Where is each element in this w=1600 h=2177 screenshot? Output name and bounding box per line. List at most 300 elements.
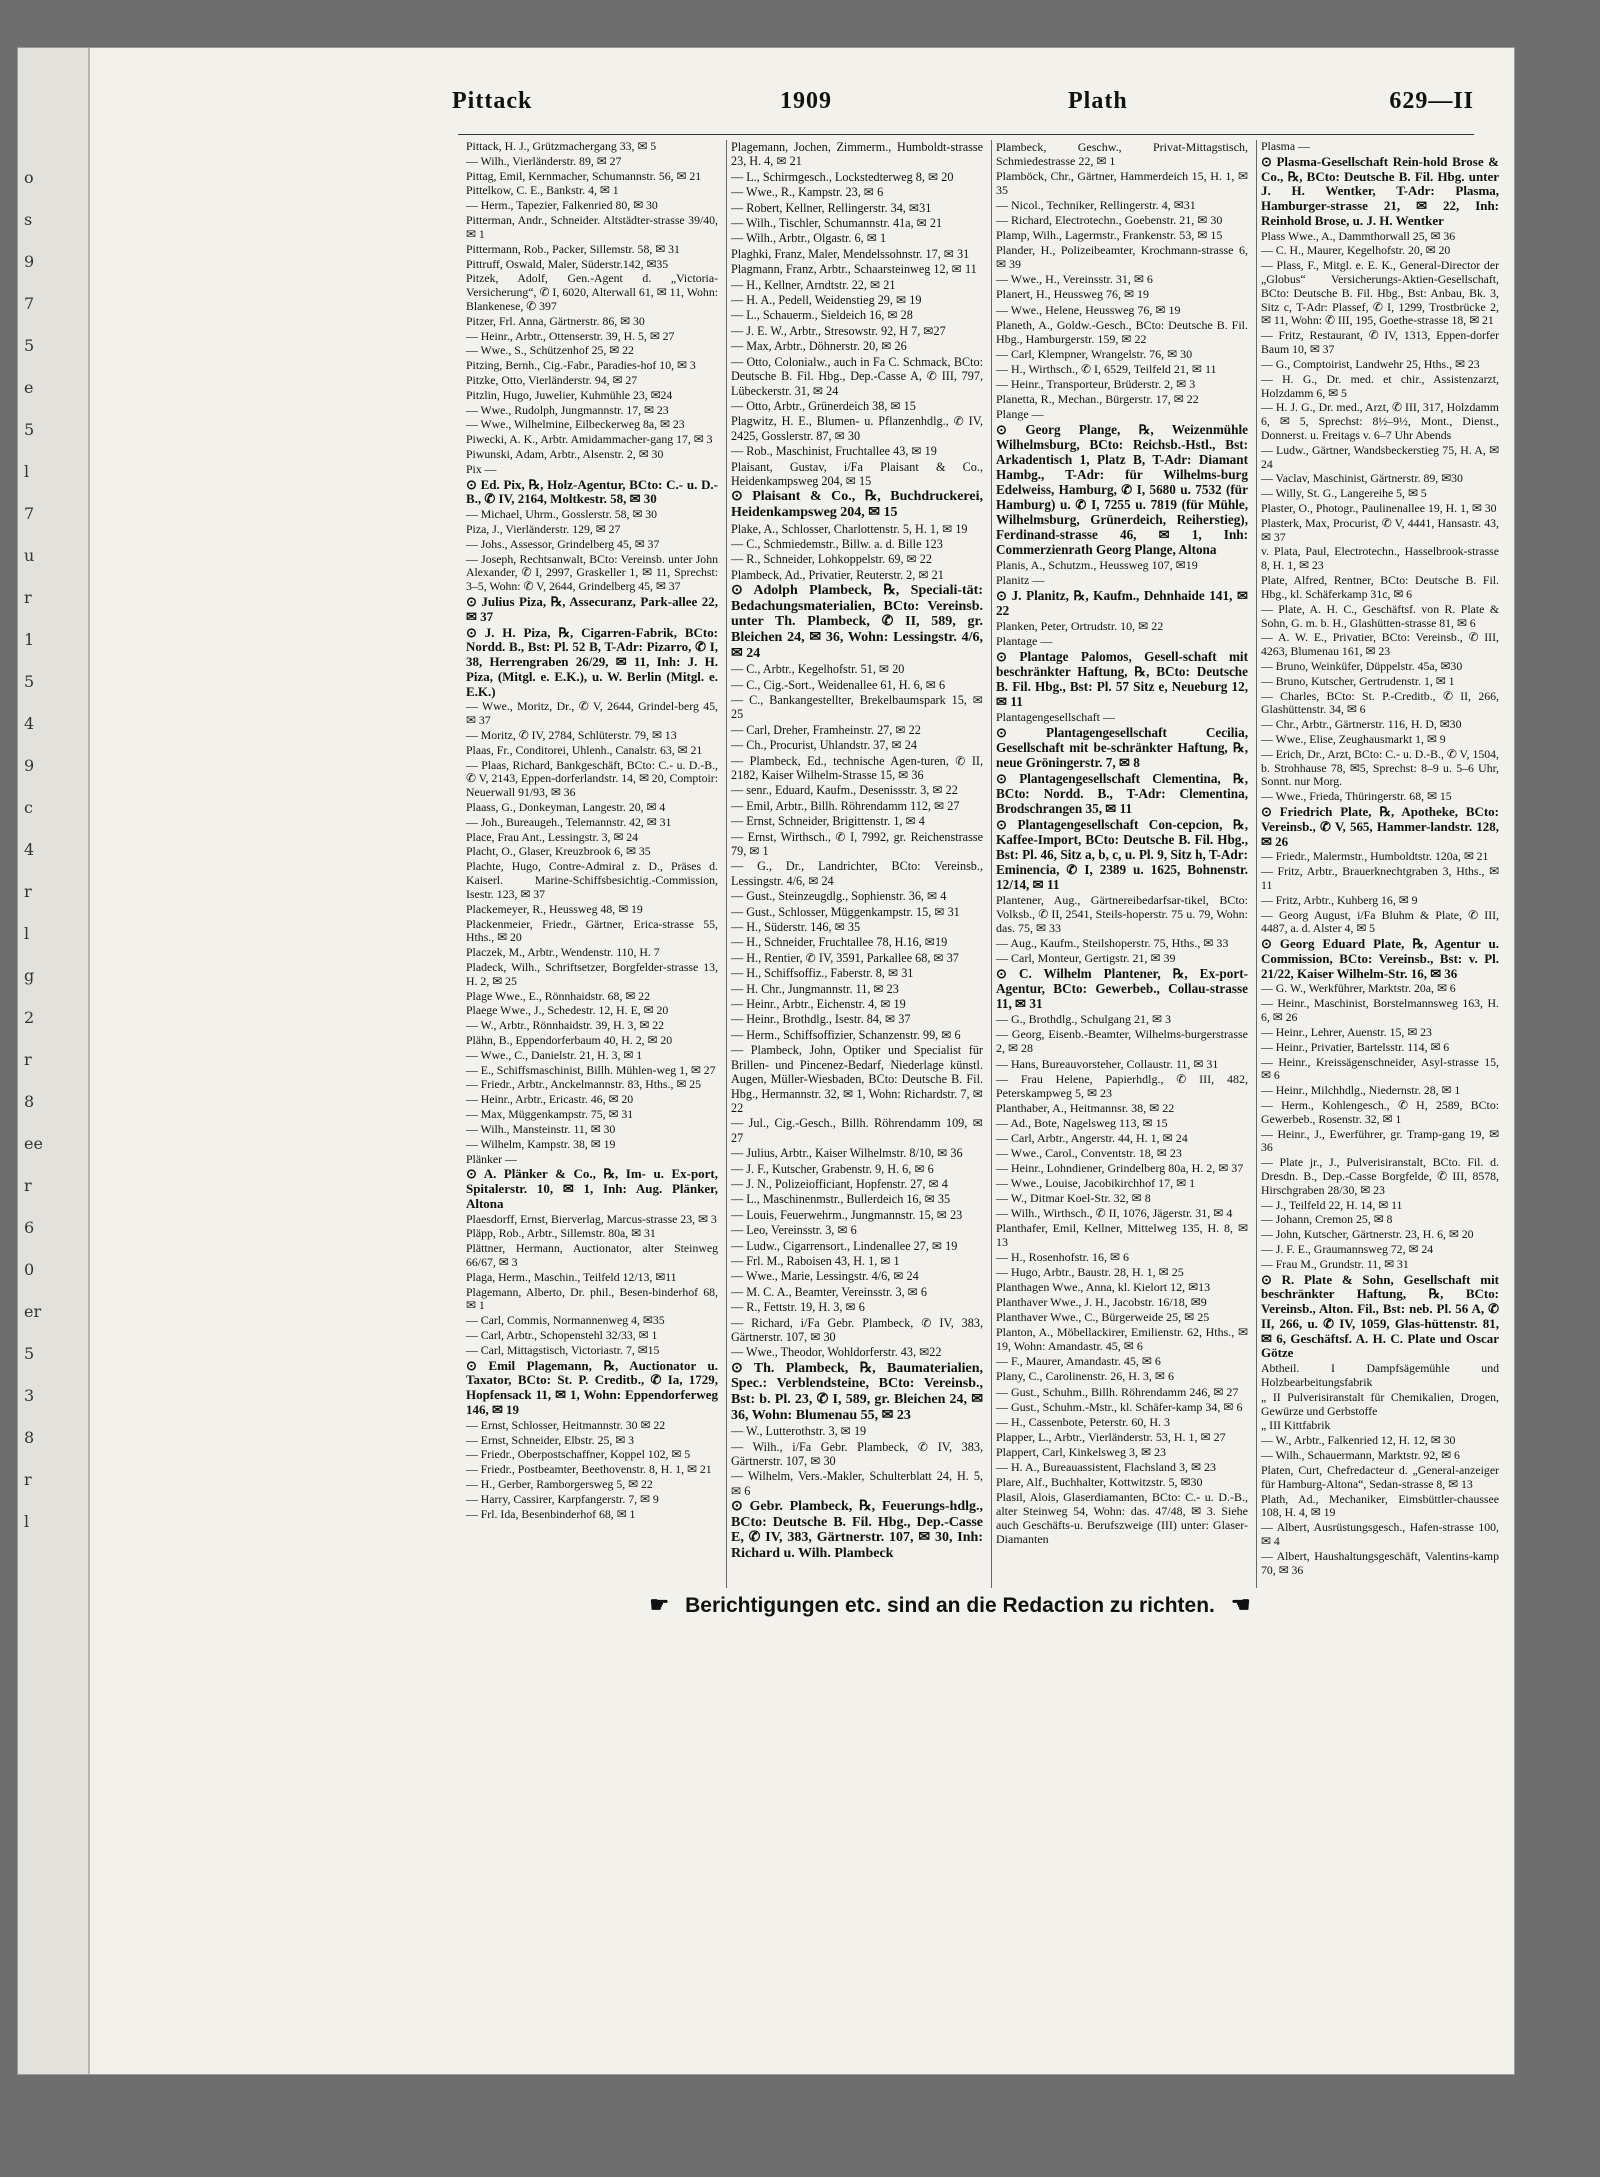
directory-entry: — Wilhelm, Vers.-Makler, Schulterblatt 24, H. 5, ✉ 6 (731, 1469, 983, 1498)
directory-page (18, 48, 1514, 2074)
directory-entry: — Friedr., Malermstr., Humboldtstr. 120a, ✉ 21 (1261, 849, 1489, 864)
gutter-fragment: s (24, 210, 33, 229)
firm-entry: ⊙ J. Planitz, ℞, Kaufm., Dehnhaide 141, ✉ 22 (996, 587, 1248, 618)
directory-entry: — H., Cassenbote, Peterstr. 60, H. 3 (996, 1414, 1170, 1429)
directory-entry: — Richard, i/Fa Gebr. Plambeck, ✆ IV, 383, Gärtnerstr. 107, ✉ 30 (731, 1315, 983, 1344)
gutter-fragment: 2 (24, 1008, 35, 1027)
directory-entry: — H. A., Bureauassistent, Flachsland 3, ✉ 23 (996, 1459, 1217, 1474)
directory-entry: — Rob., Maschinist, Fruchtallee 43, ✉ 19 (731, 444, 937, 459)
directory-entry: Plaghki, Franz, Maler, Mendelssohnstr. 17, ✉ 31 (731, 246, 970, 261)
gutter-fragment: l (24, 924, 30, 943)
directory-entry: Plaege Wwe., J., Schedestr. 12, H. E, ✉ 20 (466, 1003, 669, 1018)
directory-entry: — C., Schmiedemstr., Billw. a. d. Bille 123 (731, 536, 943, 551)
gutter-fragment: er (24, 1302, 42, 1321)
directory-entry: Pittag, Emil, Kernmacher, Schumannstr. 56, ✉ 21 (466, 168, 702, 183)
directory-entry: — Plate jr., J., Pulverisiranstalt, BCto. Fil. d. Dresdn. B., Dep.-Casse Borgfelde, ✆ III, 8578, Hirschgraben 28/30, ✉ 23 (1261, 1155, 1499, 1197)
directory-entry: Plagemann, Alberto, Dr. phil., Besen-binderhof 68, ✉ 1 (466, 1284, 718, 1313)
directory-entry: Plake, A., Schlosser, Charlottenstr. 5, H. 1, ✉ 19 (731, 521, 968, 536)
directory-entry: — H., Wirthsch., ✆ I, 6529, Teilfeld 21, ✉ 11 (996, 361, 1217, 376)
directory-entry: — Wwe., H., Vereinsstr. 31, ✉ 6 (996, 272, 1153, 287)
directory-entry: — Carl, Klempner, Wrangelstr. 76, ✉ 30 (996, 346, 1193, 361)
directory-entry: — Plambeck, Ed., technische Agen-turen, ✆ II, 2182, Kaiser Wilhelm-Strasse 15, ✉ 36 (731, 753, 983, 782)
directory-entry: Plagemann, Jochen, Zimmerm., Humboldt-strasse 23, H. 4, ✉ 21 (731, 140, 983, 169)
directory-entry: — Heinr., Lehrer, Auenstr. 15, ✉ 23 (1261, 1024, 1432, 1039)
directory-entry: — H., Rentier, ✆ IV, 3591, Parkallee 68, ✉ 37 (731, 950, 959, 965)
directory-entry: — Otto, Arbtr., Grünerdeich 38, ✉ 15 (731, 398, 916, 413)
directory-entry: Piwunski, Adam, Arbtr., Alsenstr. 2, ✉ 30 (466, 447, 664, 462)
directory-entry: — Joh., Bureaugeh., Telemannstr. 42, ✉ 31 (466, 814, 672, 829)
directory-entry: — J., Teilfeld 22, H. 14, ✉ 11 (1261, 1197, 1403, 1212)
directory-entry: — Robert, Kellner, Rellingerstr. 34, ✉31 (731, 200, 932, 215)
directory-entry: — Ernst, Schneider, Elbstr. 25, ✉ 3 (466, 1432, 634, 1447)
directory-entry: — W., Lutterothstr. 3, ✉ 19 (731, 1424, 867, 1439)
directory-entry: Planetta, R., Mechan., Bürgerstr. 17, ✉ 22 (996, 391, 1199, 406)
page-number: 629—II (1389, 88, 1474, 114)
firm-entry: ⊙ A. Plänker & Co., ℞, Im- u. Ex-port, Spitalerstr. 10, ✉ 1, Inh: Aug. Plänker, Altona (466, 1166, 718, 1211)
firm-entry: ⊙ R. Plate & Sohn, Gesellschaft mit beschränkter Haftung, ℞, BCto: Vereinsb., Alton. Fil., Bst: neb. Pl. 56 A, ✆ II, 266, u. ✆ IV, 1059, Glas-hüttenstr. 81, ✉ 6, Geschäftsf. A. H. C. Plate und Oscar Götze (1261, 1271, 1499, 1361)
directory-entry: — H., Rosenhofstr. 16, ✉ 6 (996, 1250, 1130, 1265)
directory-entry: Planert, H., Heussweg 76, ✉ 19 (996, 287, 1150, 302)
gutter-fragment: r (24, 1050, 32, 1069)
directory-entry: — J. N., Polizeiofficiant, Hopfenstr. 27, ✉ 4 (731, 1176, 948, 1191)
firm-entry: ⊙ Plantagengesellschaft Clementina, ℞, BCto: Nordd. B., T-Adr: Clementina, Brodschrangen 35, ✉ 11 (996, 771, 1248, 817)
directory-entry: Plasma — (1261, 139, 1310, 153)
directory-entry: Plage Wwe., E., Rönnhaidstr. 68, ✉ 22 (466, 988, 650, 1003)
directory-entry: — Emil, Arbtr., Billh. Röhrendamm 112, ✉ 27 (731, 798, 960, 813)
directory-entry: Plange — (996, 406, 1044, 421)
directory-entry: — Wwe., Marie, Lessingstr. 4/6, ✉ 24 (731, 1269, 919, 1284)
directory-entry: — Nicol., Techniker, Rellingerstr. 4, ✉31 (996, 198, 1196, 213)
gutter-fragment: 9 (24, 756, 35, 775)
directory-entry: — W., Arbtr., Falkenried 12, H. 12, ✉ 30 (1261, 1433, 1456, 1448)
gutter-fragment: 7 (24, 294, 35, 313)
directory-entry: — Wilh., i/Fa Gebr. Plambeck, ✆ IV, 383, Gärtnerstr. 107, ✉ 30 (731, 1439, 983, 1468)
directory-entry: — Carl, Arbtr., Schopenstehl 32/33, ✉ 1 (466, 1328, 658, 1343)
gutter-fragment: 5 (24, 336, 35, 355)
gutter-fragment: 4 (24, 714, 35, 733)
directory-entry: — Carl, Monteur, Gertigstr. 21, ✉ 39 (996, 951, 1176, 966)
directory-entry: Pittruff, Oswald, Maler, Süderstr.142, ✉35 (466, 256, 669, 271)
directory-entry: Plantener, Aug., Gärtnereibedarfsar-tikel, BCto: Volksb., ✆ II, 2541, Steils-hoperstr. 75 u. 79, Wohn: das. 75, ✉ 33 (996, 893, 1248, 936)
directory-entry: — L., Maschinenmstr., Bullerdeich 16, ✉ 35 (731, 1192, 951, 1207)
directory-entry: — Wwe., S., Schützenhof 25, ✉ 22 (466, 343, 634, 358)
gutter-fragment: r (24, 1176, 32, 1195)
directory-entry: Plass Wwe., A., Dammthorwall 25, ✉ 36 (1261, 228, 1456, 243)
directory-entry: Plackenmeier, Friedr., Gärtner, Erica-strasse 55, Hths., ✉ 20 (466, 916, 718, 945)
directory-entry: — Bruno, Weinküfer, Düppelstr. 45a, ✉30 (1261, 658, 1463, 673)
directory-entry: — Richard, Electrotechn., Goebenstr. 21, ✉ 30 (996, 213, 1223, 228)
header-rule (458, 134, 1474, 135)
directory-entry: — Wwe., Wilhelmine, Eilbeckerweg 8a, ✉ 23 (466, 417, 685, 432)
directory-entry: — Michael, Uhrm., Gosslerstr. 58, ✉ 30 (466, 507, 658, 522)
directory-entry: — Bruno, Kutscher, Gertrudenstr. 1, ✉ 1 (1261, 673, 1455, 688)
directory-entry: — Gust., Steinzeugdlg., Sophienstr. 36, ✉ 4 (731, 889, 947, 904)
directory-entry: — L., Schauerm., Sieldeich 16, ✉ 28 (731, 308, 913, 323)
directory-entry: — Heinr., Privatier, Bartelsstr. 114, ✉ 6 (1261, 1039, 1450, 1054)
gutter-fragment: o (24, 168, 34, 187)
directory-entry: — Gust., Schuhm.-Mstr., kl. Schäfer-kamp 34, ✉ 6 (996, 1399, 1243, 1414)
directory-entry: — Albert, Haushaltungsgeschäft, Valentins-kamp 70, ✉ 36 (1261, 1548, 1499, 1577)
directory-entry: „ II Pulverisiranstalt für Chemikalien, Drogen, Gewürze und Gerbstoffe (1261, 1389, 1499, 1418)
directory-entry: — Wilh., Arbtr., Olgastr. 6, ✉ 1 (731, 231, 887, 246)
directory-entry: — Wilh., Wirthsch., ✆ II, 1076, Jägerstr. 31, ✉ 4 (996, 1205, 1233, 1220)
directory-entry: — Wilh., Schauermann, Marktstr. 92, ✉ 6 (1261, 1448, 1460, 1463)
firm-entry: ⊙ J. H. Piza, ℞, Cigarren-Fabrik, BCto: Nordd. B., Bst: Pl. 52 B, T-Adr: Pizarro, ✆ I, 38, Herrengraben 26/29, ✉ 11, Inh: J. H. Piza, (Mitgl. e. E.K.), u. W. Berlin (Mitgl. e. E.K.) (466, 624, 718, 699)
directory-entry: Pitzlin, Hugo, Juwelier, Kuhmühle 23, ✉24 (466, 387, 673, 402)
directory-entry: — R., Fettstr. 19, H. 3, ✉ 6 (731, 1300, 865, 1315)
directory-entry: — Jul., Cig.-Gesch., Billh. Röhrendamm 109, ✉ 27 (731, 1116, 983, 1145)
directory-entry: — Willy, St. G., Langereihe 5, ✉ 5 (1261, 486, 1427, 501)
directory-entry: Plappert, Carl, Kinkelsweg 3, ✉ 23 (996, 1444, 1167, 1459)
directory-entry: v. Plata, Paul, Electrotechn., Hasselbrook-strasse 8, H. 1, ✉ 23 (1261, 544, 1499, 573)
directory-entry: — Harry, Cassirer, Karpfangerstr. 7, ✉ 9 (466, 1491, 659, 1506)
directory-entry: Pladeck, Wilh., Schriftsetzer, Borgfelder-strasse 13, H. 2, ✉ 25 (466, 959, 718, 988)
directory-entry: Plamp, Wilh., Lagermstr., Frankenstr. 53, ✉ 15 (996, 228, 1223, 243)
column-divider (726, 140, 727, 1588)
firm-entry: ⊙ Gebr. Plambeck, ℞, Feuerungs-hdlg., BCto: Deutsche B. Fil. Hbg., Dep.-Casse E, ✆ IV, 383, Gärtnerstr. 107, ✉ 30, Inh: Richard u. Wilh. Plambeck (731, 1499, 983, 1561)
gutter-fragment: u (24, 546, 35, 565)
directory-entry: — Wwe., Elise, Zeughausmarkt 1, ✉ 9 (1261, 732, 1446, 746)
directory-entry: — G. W., Werkführer, Marktstr. 20a, ✉ 6 (1261, 981, 1456, 996)
pointing-hand-right-icon: ☚ (1230, 1592, 1251, 1617)
directory-entry: Plänker — (466, 1151, 517, 1166)
gutter-fragment: r (24, 588, 32, 607)
directory-entry: — H., Schiffsoffiz., Faberstr. 8, ✉ 31 (731, 966, 914, 981)
directory-entry: Plantage — (996, 634, 1053, 649)
directory-entry: — W., Arbtr., Rönnhaidstr. 39, H. 3, ✉ 22 (466, 1018, 664, 1033)
firm-entry: ⊙ Th. Plambeck, ℞, Baumaterialien, Spec.: Verblendsteine, BCto: Vereinsb., Bst: b. Pl. 23, ✆ I, 589, gr. Bleichen 24, ✉ 36, Wohn: Blumenau 55, ✉ 23 (731, 1360, 983, 1423)
gutter-fragment: 3 (24, 1386, 35, 1405)
directory-column-2 (731, 140, 983, 1563)
directory-entry: Plähn, B., Eppendorferbaum 40, H. 2, ✉ 20 (466, 1033, 673, 1047)
directory-entry: Plagmann, Franz, Arbtr., Schaarsteinweg 12, ✉ 11 (731, 262, 977, 277)
directory-entry: — Friedr., Postbeamter, Beethovenstr. 8, H. 1, ✉ 21 (466, 1462, 712, 1477)
directory-entry: — Herm., Schiffsoffizier, Schanzenstr. 99, ✉ 6 (731, 1027, 961, 1042)
firm-entry: ⊙ Plantagengesellschaft Cecilia, Gesellschaft mit be-schränkter Haftung, ℞, neue Gröningerstr. 7, ✉ 8 (996, 725, 1248, 771)
directory-entry: — Wilhelm, Kampstr. 38, ✉ 19 (466, 1136, 616, 1151)
directory-entry: — G., Dr., Landrichter, BCto: Vereinsb., Lessingstr. 4/6, ✉ 24 (731, 859, 983, 888)
directory-entry: Planthaver Wwe., C., Bürgerweide 25, ✉ 25 (996, 1310, 1210, 1325)
firm-entry: ⊙ C. Wilhelm Plantener, ℞, Ex-port-Agentur, BCto: Gewerbeb., Collau-strasse 11, ✉ 31 (996, 966, 1248, 1012)
directory-entry: — Julius, Arbtr., Kaiser Wilhelmstr. 8/10, ✉ 36 (731, 1146, 963, 1161)
directory-entry: Planthaver Wwe., J. H., Jacobstr. 16/18, ✉9 (996, 1295, 1207, 1310)
directory-entry: Plaass, G., Donkeyman, Langestr. 20, ✉ 4 (466, 800, 666, 814)
directory-entry: Pittermann, Rob., Packer, Sillemstr. 58, ✉ 31 (466, 241, 680, 256)
directory-entry: — G., Brothdlg., Schulgang 21, ✉ 3 (996, 1012, 1172, 1027)
directory-entry: — H. A., Pedell, Weidenstieg 29, ✉ 19 (731, 293, 922, 308)
directory-entry: — Johs., Assessor, Grindelberg 45, ✉ 37 (466, 536, 660, 551)
directory-entry: Plagwitz, H. E., Blumen- u. Pflanzenhdlg., ✆ IV, 2425, Gosslerstr. 87, ✉ 30 (731, 414, 983, 443)
directory-entry: Plambeck, Geschw., Privat-Mittagstisch, Schmiedestrasse 22, ✉ 1 (996, 140, 1248, 169)
directory-entry: — Carl, Dreher, Framheinstr. 27, ✉ 22 (731, 722, 921, 737)
gutter-fragment: 5 (24, 1344, 35, 1363)
directory-entry: — Heinr., Transporteur, Brüderstr. 2, ✉ 3 (996, 376, 1196, 391)
firm-entry: ⊙ Emil Plagemann, ℞, Auctionator u. Taxator, BCto: St. P. Creditb., ✆ Ia, 1729, Hopfensack 11, ✉ 1, Wohn: Eppendorferweg 146, ✉ 19 (466, 1357, 718, 1417)
directory-entry: — H., Kellner, Arndtstr. 22, ✉ 21 (731, 277, 896, 292)
directory-entry: — M. C. A., Beamter, Vereinsstr. 3, ✉ 6 (731, 1284, 928, 1299)
directory-entry: — Ludw., Cigarrensort., Lindenallee 27, ✉ 19 (731, 1238, 958, 1253)
directory-entry: Place, Frau Ant., Lessingstr. 3, ✉ 24 (466, 829, 639, 844)
directory-entry: — J. E. W., Arbtr., Stresowstr. 92, H 7, ✉27 (731, 323, 946, 338)
column-divider (991, 140, 992, 1588)
directory-entry: — Heinr., J., Ewerführer, gr. Tramp-gang 19, ✉ 36 (1261, 1126, 1499, 1155)
directory-entry: Plapper, L., Arbtr., Vierländerstr. 53, H. 1, ✉ 27 (996, 1429, 1226, 1444)
firm-entry: ⊙ Plaisant & Co., ℞, Buchdruckerei, Heidenkampsweg 204, ✉ 15 (731, 489, 983, 520)
directory-entry: — Heinr., Arbtr., Ericastr. 46, ✉ 20 (466, 1092, 634, 1107)
directory-entry: Pitzing, Bernh., Cig.-Fabr., Paradies-hof 10, ✉ 3 (466, 358, 696, 373)
directory-entry: Plaesdorff, Ernst, Bierverlag, Marcus-strasse 23, ✉ 3 (466, 1211, 717, 1226)
directory-entry: — Aug., Kaufm., Steilshoperstr. 75, Hths., ✉ 33 (996, 936, 1229, 951)
gutter-fragment: 8 (24, 1092, 35, 1111)
directory-entry: — Georg, Eisenb.-Beamter, Wilhelms-burgerstrasse 2, ✉ 28 (996, 1027, 1248, 1056)
header-left-word: Pittack (452, 88, 533, 114)
directory-entry: — Wwe., R., Kampstr. 23, ✉ 6 (731, 185, 884, 200)
directory-entry: Pitzke, Otto, Vierländerstr. 94, ✉ 27 (466, 373, 638, 387)
directory-entry: — F., Maurer, Amandastr. 45, ✉ 6 (996, 1354, 1161, 1369)
column-divider (1256, 140, 1257, 1588)
directory-entry: — Wwe., Frieda, Thüringerstr. 68, ✉ 15 (1261, 789, 1452, 804)
gutter-fragment: 0 (24, 1260, 35, 1279)
gutter-fragment: r (24, 882, 32, 901)
directory-entry: Planeth, A., Goldw.-Gesch., BCto: Deutsche B. Fil. Hbg., Hamburgerstr. 159, ✉ 22 (996, 317, 1248, 346)
directory-entry: — Heinr., Arbtr., Ottenserstr. 39, H. 5, ✉ 27 (466, 328, 675, 343)
directory-entry: Pitterman, Andr., Schneider. Altstädter-strasse 39/40, ✉ 1 (466, 213, 718, 241)
directory-entry: — Heinr., Milchhdlg., Niedernstr. 28, ✉ 1 (1261, 1083, 1461, 1098)
directory-entry: — Fritz, Restaurant, ✆ IV, 1313, Eppen-dorfer Baum 10, ✉ 37 (1261, 328, 1499, 357)
directory-entry: — L., Schirmgesch., Lockstedterweg 8, ✉ 20 (731, 169, 954, 184)
directory-entry: — senr., Eduard, Kaufm., Desenissstr. 3, ✉ 22 (731, 783, 958, 798)
directory-entry: — H., Süderstr. 146, ✉ 35 (731, 920, 861, 935)
directory-entry: — Wilh., Tischler, Schumannstr. 41a, ✉ 21 (731, 216, 943, 231)
directory-entry: — H., Gerber, Ramborgersweg 5, ✉ 22 (466, 1476, 653, 1491)
gutter-fragment: ee (24, 1134, 43, 1153)
directory-entry: Plackemeyer, R., Heussweg 48, ✉ 19 (466, 901, 643, 916)
directory-entry: — Frau M., Grundstr. 11, ✉ 31 (1261, 1256, 1409, 1271)
gutter-fragment: l (24, 1512, 30, 1531)
directory-entry: Plamböck, Chr., Gärtner, Hammerdeich 15, H. 1, ✉ 35 (996, 169, 1248, 198)
directory-entry: — Wwe., Moritz, Dr., ✆ V, 2644, Grindel-berg 45, ✉ 37 (466, 699, 718, 728)
firm-entry: ⊙ Plantage Palomos, Gesell-schaft mit beschränkter Haftung, ℞, BCto: Deutsche B. Fil. Hbg., Bst: Pl. 57 Sitz e, Neueburg 12, ✉ 11 (996, 649, 1248, 710)
directory-entry: Abtheil. I Dampfsägemühle und Holzbearbeitungsfabrik (1261, 1361, 1499, 1389)
directory-entry: — C., Bankangestellter, Brekelbaumspark 15, ✉ 25 (731, 692, 983, 722)
directory-entry: — A. W. E., Privatier, BCto: Vereinsb., ✆ III, 4263, Blumenau 161, ✉ 23 (1261, 630, 1499, 659)
directory-entry: — Wwe., Theodor, Wohldorferstr. 43, ✉22 (731, 1345, 942, 1360)
gutter-fragment: l (24, 462, 30, 481)
directory-entry: — Heinr., Brothdlg., Isestr. 84, ✉ 37 (731, 1012, 911, 1027)
directory-entry: — H., Schneider, Fruchtallee 78, H.16, ✉19 (731, 935, 948, 950)
directory-entry: — Heinr., Lohndiener, Grindelberg 80a, H. 2, ✉ 37 (996, 1160, 1244, 1175)
directory-entry: — Carl, Commis, Normannenweg 4, ✉35 (466, 1313, 665, 1328)
directory-entry: — Plate, A. H. C., Geschäftsf. von R. Plate & Sohn, G. m. b. H., Glashütten-strasse 81, ✉ 6 (1261, 601, 1499, 630)
gutter-fragment: c (24, 798, 33, 817)
running-header (428, 88, 1474, 128)
directory-entry: — Plaas, Richard, Bankgeschäft, BCto: C.- u. D.-B., ✆ V, 2143, Eppen-dorferlandstr. 14, ✉ 20, Comptoir: Neuerwall 91/93, ✉ 36 (466, 757, 718, 800)
directory-entry: — John, Kutscher, Gärtnerstr. 23, H. 6, ✉ 20 (1261, 1227, 1474, 1242)
directory-entry: Plantagengesellschaft — (996, 710, 1115, 725)
directory-entry: Plaisant, Gustav, i/Fa Plaisant & Co., Heidenkampsweg 204, ✉ 15 (731, 459, 983, 488)
directory-entry: Plaga, Herm., Maschin., Teilfeld 12/13, ✉11 (466, 1269, 677, 1284)
directory-entry: — Johann, Cremon 25, ✉ 8 (1261, 1212, 1393, 1227)
directory-entry: Planthafer, Emil, Kellner, Mittelweg 135, H. 8, ✉ 13 (996, 1221, 1248, 1250)
directory-entry: Plaas, Fr., Conditorei, Uhlenh., Canalstr. 63, ✉ 21 (466, 742, 703, 757)
directory-entry: „ III Kittfabrik (1261, 1418, 1331, 1433)
directory-entry: — Herm., Tapezier, Falkenried 80, ✉ 30 (466, 198, 658, 213)
directory-entry: — Vaclav, Maschinist, Gärtnerstr. 89, ✉30 (1261, 471, 1463, 486)
directory-entry: Plaster, O., Photogr., Paulinenallee 19, H. 1, ✉ 30 (1261, 501, 1497, 515)
directory-entry: Piza, J., Vierländerstr. 129, ✉ 27 (466, 522, 621, 536)
directory-entry: Plachte, Hugo, Contre-Admiral z. D., Präses d. Kaiserl. Marine-Schiffsbesichtig.-Commission, Isestr. 123, ✉ 37 (466, 859, 718, 901)
directory-entry: — Wwe., C., Danielstr. 21, H. 3, ✉ 1 (466, 1047, 643, 1062)
directory-entry: Pix — (466, 461, 497, 476)
directory-entry: — Albert, Ausrüstungsgesch., Hafen-strasse 100, ✉ 4 (1261, 1520, 1499, 1548)
directory-entry: Pittelkow, C. E., Bankstr. 4, ✉ 1 (466, 183, 619, 198)
directory-entry: — Erich, Dr., Arzt, BCto: C.- u. D.-B., ✆ V, 1504, b. Strohhause 78, ✉5, Sprechst: 8–9 u. 5–6 Uhr, Sonnt. nur Morg. (1261, 746, 1499, 789)
directory-entry: — Leo, Vereinsstr. 3, ✉ 6 (731, 1223, 857, 1238)
directory-entry: — Joseph, Rechtsanwalt, BCto: Vereinsb. unter John Alexander, ✆ I, 2997, Graskeller 1, ✉ 11, Sprechst: 3–5, Wohn: ✆ V, 2644, Grindelberg 45, ✉ 37 (466, 551, 718, 594)
directory-entry: — R., Schneider, Lohkoppelstr. 69, ✉ 22 (731, 552, 932, 567)
directory-entry: — G., Comptoirist, Landwehr 25, Hths., ✉ 23 (1261, 356, 1480, 371)
directory-column-1 (466, 140, 718, 1522)
directory-entry: — Carl, Arbtr., Angerstr. 44, H. 1, ✉ 24 (996, 1130, 1188, 1145)
directory-entry: — Otto, Colonialw., auch in Fa C. Schmack, BCto: Deutsche B. Fil. Hbg., Dep.-Casse A, ✆ III, 797, Lübeckerstr. 31, ✉ 24 (731, 354, 983, 398)
directory-entry: — Wilh., Vierländerstr. 89, ✉ 27 (466, 153, 622, 168)
footer-text: Berichtigungen etc. sind an die Redaction zu richten. (685, 1594, 1215, 1617)
firm-entry: ⊙ Friedrich Plate, ℞, Apotheke, BCto: Vereinsb., ✆ V, 565, Hammer-landstr. 128, ✉ 26 (1261, 804, 1499, 849)
directory-entry: Plath, Ad., Mechaniker, Eimsbüttler-chaussee 108, H. 4, ✉ 19 (1261, 1491, 1499, 1520)
directory-entry: Pittack, H. J., Grützmachergang 33, ✉ 5 (466, 139, 657, 153)
firm-entry: ⊙ Plantagengesellschaft Con-cepcion, ℞, Kaffee-Import, BCto: Deutsche B. Fil. Hbg., Bst: Pl. 46, Sitz a, b, c, u. Pl. 9, Sitz h, T-Adr: Eminencia, ✆ I, 2389 u. 1625, Bohnenstr. 12/14, ✉ 11 (996, 817, 1248, 893)
directory-entry: Placzek, M., Arbtr., Wendenstr. 110, H. 7 (466, 945, 660, 960)
directory-entry: — Wwe., Rudolph, Jungmannstr. 17, ✉ 23 (466, 402, 669, 417)
directory-entry: — Frl. M., Raboisen 43, H. 1, ✉ 1 (731, 1253, 900, 1268)
gutter-fragment: e (24, 378, 34, 397)
directory-entry: Planken, Peter, Ortrudstr. 10, ✉ 22 (996, 618, 1164, 633)
directory-entry: Planitz — (996, 572, 1045, 587)
directory-entry: — E., Schiffsmaschinist, Billh. Mühlen-weg 1, ✉ 27 (466, 1062, 716, 1077)
directory-entry: Planthagen Wwe., Anna, kl. Kielort 12, ✉13 (996, 1280, 1211, 1295)
directory-entry: — Hugo, Arbtr., Baustr. 28, H. 1, ✉ 25 (996, 1265, 1184, 1280)
directory-entry: — Plambeck, John, Optiker und Specialist für Brillen- und Pincenez-Bedarf, Niederlage künstl. Augen, Müller-Wiesbaden, BCto: Deutsche B. Fil. Hbg., Hermannstr. 32, ✉ 1, Wohn: Richardstr. 7, ✉ 22 (731, 1043, 983, 1115)
directory-entry: — Chr., Arbtr., Gärtnerstr. 116, H. D, ✉30 (1261, 717, 1462, 732)
directory-entry: — Wwe., Carol., Conventstr. 18, ✉ 23 (996, 1145, 1182, 1160)
directory-entry: — J. F. E., Graumannsweg 72, ✉ 24 (1261, 1242, 1434, 1257)
directory-entry: — Plass, F., Mitgl. e. E. K., General-Director der „Globus“ Versicherungs-Aktien-Gesellschaft, BCto: Deutsche B. Fil. Hbg., Bst: Anbau, Bk. 3, Sitz c, T-Adr: Plassef, ✆ I, 1299, Trostbrücke 2, ✉ 11, Wohn: ✆ III, 195, Goethe-strasse 18, ✉ 21 (1261, 258, 1499, 328)
directory-entry: Plany, C., Carolinenstr. 26, H. 3, ✉ 6 (996, 1369, 1174, 1384)
directory-entry: — Herm., Kohlengesch., ✆ H, 2589, BCto: Gewerbeb., Rosenstr. 32, ✉ 1 (1261, 1097, 1499, 1126)
directory-entry: — C., Arbtr., Kegelhofstr. 51, ✉ 20 (731, 662, 905, 677)
directory-entry: — H. Chr., Jungmannstr. 11, ✉ 23 (731, 981, 899, 996)
directory-entry: Plasterk, Max, Procurist, ✆ V, 4441, Hansastr. 43, ✉ 37 (1261, 515, 1499, 544)
directory-entry: — Heinr., Arbtr., Eichenstr. 4, ✉ 19 (731, 997, 906, 1012)
gutter-fragment: 8 (24, 1428, 35, 1447)
directory-entry: — Ad., Bote, Nagelsweg 113, ✉ 15 (996, 1115, 1168, 1130)
gutter-fragment: 6 (24, 1218, 35, 1237)
directory-entry: — Charles, BCto: St. P.-Creditb., ✆ II, 266, Glashüttenstr. 34, ✉ 6 (1261, 688, 1499, 717)
directory-column-4 (1261, 140, 1499, 1578)
directory-entry: — Max, Arbtr., Döhnerstr. 20, ✉ 26 (731, 339, 907, 354)
directory-entry: — Ernst, Wirthsch., ✆ I, 7992, gr. Reichenstrasse 79, ✉ 1 (731, 829, 983, 858)
gutter-fragment: 1 (24, 630, 35, 649)
firm-entry: ⊙ Georg Eduard Plate, ℞, Agentur u. Commission, BCto: Vereinsb., Bst: v. Pl. 21/22, Kaiser Wilhelm-Str. 16, ✉ 36 (1261, 936, 1499, 981)
directory-entry: — Friedr., Oberpostschaffner, Koppel 102, ✉ 5 (466, 1447, 691, 1462)
directory-entry: — Wilh., Mansteinstr. 11, ✉ 30 (466, 1121, 616, 1136)
gutter-fragment: 9 (24, 252, 35, 271)
directory-entry: Platen, Curt, Chefredacteur d. „General-anzeiger für Hamburg-Altona“, Sedan-strasse 8, ✉ 13 (1261, 1462, 1499, 1491)
directory-entry: — Moritz, ✆ IV, 2784, Schlüterstr. 79, ✉ 13 (466, 727, 677, 742)
header-right-word: Plath (1068, 88, 1128, 114)
directory-entry: Placht, O., Glaser, Kreuzbrook 6, ✉ 35 (466, 844, 651, 859)
directory-entry: — C., Cig.-Sort., Weidenallee 61, H. 6, ✉ 6 (731, 677, 946, 692)
directory-entry: — Heinr., Kreissägenschneider, Asyl-strasse 15, ✉ 6 (1261, 1054, 1499, 1083)
directory-entry: — Carl, Mittagstisch, Victoriastr. 7, ✉15 (466, 1342, 660, 1357)
directory-entry: Pitzek, Adolf, Gen.-Agent d. „Victoria-Versicherung“, ✆ I, 6020, Alterwall 61, ✉ 11, Wohn: Blankenese, ✆ 397 (466, 271, 718, 313)
footer-notice (466, 1592, 1434, 1618)
directory-entry: — Ludw., Gärtner, Wandsbeckerstieg 75, H. A, ✉ 24 (1261, 442, 1499, 471)
directory-entry: — Frl. Ida, Besenbinderhof 68, ✉ 1 (466, 1506, 636, 1521)
directory-entry: Pitzer, Frl. Anna, Gärtnerstr. 86, ✉ 30 (466, 313, 645, 328)
firm-entry: ⊙ Plasma-Gesellschaft Rein-hold Brose & Co., ℞, BCto: Deutsche B. Fil. Hbg. unter J. H. Wentker, T-Adr: Plasma, Hamburger-strasse 21, ✉ 22, Inh: Reinhold Brose, u. J. H. Wentker (1261, 153, 1499, 228)
adjacent-page-gutter (18, 48, 90, 2074)
directory-entry: — Heinr., Maschinist, Borstelmannsweg 163, H. 6, ✉ 26 (1261, 996, 1499, 1025)
directory-entry: — Max, Müggenkampstr. 75, ✉ 31 (466, 1107, 634, 1122)
directory-entry: Planthaber, A., Heitmannsr. 38, ✉ 22 (996, 1100, 1175, 1115)
directory-entry: — Gust., Schuhm., Billh. Röhrendamm 246, ✉ 27 (996, 1384, 1239, 1399)
directory-entry: — Ernst, Schneider, Brigittenstr. 1, ✉ 4 (731, 814, 925, 829)
directory-entry: — Gust., Schlosser, Müggenkampstr. 15, ✉ 31 (731, 904, 960, 919)
firm-entry: ⊙ Georg Plange, ℞, Weizenmühle Wilhelmsburg, BCto: Reichsb.-Hstl., Bst: Arkadentisch 1, Platz B, T-Adr: Diamant Hambg., T-Adr: für Wilhelms-burg Edelweiss, Hamburg, ✆ I, 5680 u. 7532 (für Hamburg) u. ✆ I, 7255 u. 7819 (für Mühle, Wilhelmsburg, Grünerdeich, Reiherstieg), Ferdinand-strasse 46, ✉ 1, Inh: Commerzienrath Georg Plange, Altona (996, 421, 1248, 557)
pointing-hand-left-icon: ☛ (649, 1592, 670, 1617)
firm-entry: ⊙ Ed. Pix, ℞, Holz-Agentur, BCto: C.- u. D.-B., ✆ IV, 2164, Moltkestr. 58, ✉ 30 (466, 476, 718, 507)
gutter-fragment: 5 (24, 672, 35, 691)
directory-entry: — C. H., Maurer, Kegelhofstr. 20, ✉ 20 (1261, 243, 1451, 258)
directory-entry: — Frau Helene, Papierhdlg., ✆ III, 482, Peterskampweg 5, ✉ 23 (996, 1071, 1248, 1100)
directory-entry: Piwecki, A. K., Arbtr. Amidammacher-gang 17, ✉ 3 (466, 432, 713, 447)
gutter-fragment: 5 (24, 420, 35, 439)
directory-entry: Pläpp, Rob., Arbtr., Sillemstr. 80a, ✉ 31 (466, 1226, 656, 1241)
directory-entry: — H. J. G., Dr. med., Arzt, ✆ III, 317, Holzdamm 6, ✉ 5, Sprechst: 8½–9½, Mont., Dienst., Donnerst. u. Freitags v. 6–7 Uhr Abends (1261, 400, 1499, 442)
directory-entry: Plate, Alfred, Rentner, BCto: Deutsche B. Fil. Hbg., kl. Schäferkamp 31c, ✉ 6 (1261, 573, 1499, 601)
directory-entry: — Wwe., Louise, Jacobikirchhof 17, ✉ 1 (996, 1175, 1196, 1190)
directory-entry: Planis, A., Schutzm., Heussweg 107, ✉19 (996, 557, 1198, 572)
directory-entry: — Wwe., Helene, Heussweg 76, ✉ 19 (996, 302, 1181, 317)
gutter-fragment: 7 (24, 504, 35, 523)
directory-entry: — J. F., Kutscher, Grabenstr. 9, H. 6, ✉ 6 (731, 1161, 934, 1176)
directory-entry: — Louis, Feuerwehrm., Jungmannstr. 15, ✉ 23 (731, 1207, 963, 1222)
directory-entry: — Fritz, Arbtr., Brauerknechtgraben 3, Hths., ✉ 11 (1261, 864, 1499, 892)
directory-entry: Plander, H., Polizeibeamter, Krochmann-strasse 6, ✉ 39 (996, 243, 1248, 272)
directory-entry: Plambeck, Ad., Privatier, Reuterstr. 2, ✉ 21 (731, 567, 944, 582)
directory-entry: Plasil, Alois, Glaserdiamanten, BCto: C.- u. D.-B., alter Steinweg 54, Wohn: das. 47/48, ✉ 3. Siehe auch Geschäfts-u. Berufszweige (III) unter: Glaser-Diamanten (996, 1489, 1248, 1546)
firm-entry: ⊙ Julius Piza, ℞, Assecuranz, Park-allee 22, ✉ 37 (466, 594, 718, 624)
header-year: 1909 (780, 88, 832, 114)
directory-entry: — H. G., Dr. med. et chir., Assistenzarzt, Holzdamm 6, ✉ 5 (1261, 371, 1499, 400)
directory-entry: — W., Ditmar Koel-Str. 32, ✉ 8 (996, 1190, 1151, 1205)
directory-entry: Planton, A., Möbellackirer, Emilienstr. 62, Hths., ✉ 19, Wohn: Amandastr. 45, ✉ 6 (996, 1325, 1248, 1354)
directory-entry: — Georg August, i/Fa Bluhm & Plate, ✆ III, 4487, a. d. Alster 4, ✉ 5 (1261, 907, 1499, 936)
directory-entry: — Ch., Procurist, Uhlandstr. 37, ✉ 24 (731, 738, 917, 753)
directory-entry: — Ernst, Schlosser, Heitmannstr. 30 ✉ 22 (466, 1417, 666, 1432)
directory-entry: — Friedr., Arbtr., Anckelmannstr. 83, Hths., ✉ 25 (466, 1077, 701, 1092)
gutter-fragment: g (24, 966, 35, 985)
directory-column-3 (996, 140, 1248, 1547)
gutter-fragment: r (24, 1470, 32, 1489)
gutter-fragment: 4 (24, 840, 35, 859)
directory-entry: — Fritz, Arbtr., Kuhberg 16, ✉ 9 (1261, 892, 1418, 907)
directory-entry: Plättner, Hermann, Auctionator, alter Steinweg 66/67, ✉ 3 (466, 1241, 718, 1269)
firm-entry: ⊙ Adolph Plambeck, ℞, Speciali-tät: Bedachungsmaterialien, BCto: Vereinsb. unter Th. Plambeck, ✆ II, 589, gr. Bleichen 24, ✉ 36, Wohn: Lessingstr. 4/6, ✉ 24 (731, 583, 983, 661)
directory-entry: — Hans, Bureauvorsteher, Collaustr. 11, ✉ 31 (996, 1056, 1219, 1071)
directory-entry: Plare, Alf., Buchhalter, Kottwitzstr. 5, ✉30 (996, 1474, 1203, 1489)
